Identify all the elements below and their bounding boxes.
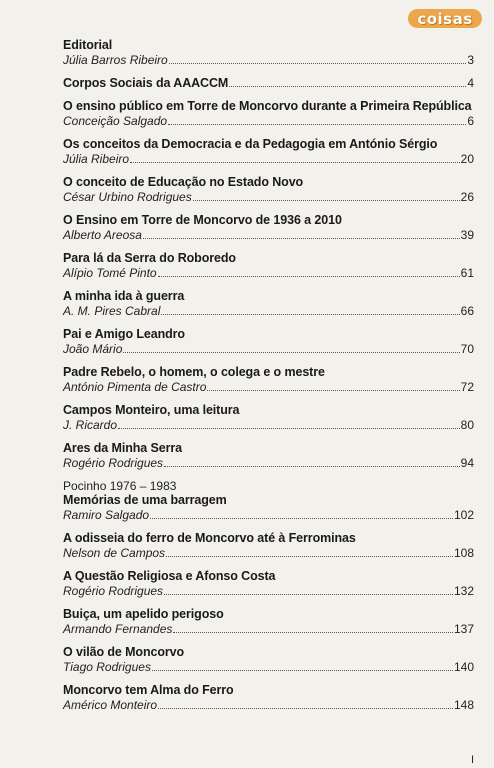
toc-entry-line [63, 228, 474, 243]
toc-entry-page: 72 [460, 380, 474, 394]
toc-entry-title: O Ensino em Torre de Moncorvo de 1936 a 2010 [63, 213, 342, 227]
dot-leader [229, 83, 466, 87]
dot-leader [164, 591, 453, 595]
toc-entry-page: 4 [467, 76, 474, 90]
toc-entry-page: 6 [467, 114, 474, 128]
toc-entry-title: Ares da Minha Serra [63, 441, 182, 455]
toc-entry-title: A minha ida à guerra [63, 289, 185, 303]
toc-entry-title: Memórias de uma barragem [63, 493, 227, 507]
toc-entry-line [63, 508, 474, 523]
toc-entry-line [63, 622, 474, 637]
toc-entry-line [63, 304, 474, 319]
toc-entry-author: Ramiro Salgado [63, 508, 150, 522]
toc-entry-title: Campos Monteiro, uma leitura [63, 403, 240, 417]
toc-entry-page: 26 [460, 190, 474, 204]
toc-entry-page: 137 [453, 622, 474, 636]
toc-entry-line [63, 660, 474, 675]
dot-leader [158, 273, 460, 277]
dot-leader [118, 425, 460, 429]
toc-entry[interactable] [63, 213, 474, 243]
toc-entry-title: A Questão Religiosa e Afonso Costa [63, 569, 276, 583]
toc-entry-author: Rogério Rodrigues [63, 584, 164, 598]
toc-entry-author: Américo Monteiro [63, 698, 158, 712]
toc-entry-author: Armando Fernandes [63, 622, 173, 636]
dot-leader [158, 705, 453, 709]
toc-entry[interactable] [63, 645, 474, 675]
toc-entry-page: 80 [460, 418, 474, 432]
toc-entry-page: 70 [460, 342, 474, 356]
dot-leader [152, 667, 453, 671]
toc-entry-author: João Mário [63, 342, 123, 356]
toc-entry-page: 66 [460, 304, 474, 318]
toc-entry-author: J. Ricardo [63, 418, 118, 432]
toc-entry-title: Buiça, um apelido perigoso [63, 607, 224, 621]
toc-entry[interactable] [63, 327, 474, 357]
toc-entry[interactable] [63, 137, 474, 167]
section-badge [408, 9, 482, 28]
toc-entry-author: Alberto Areosa [63, 228, 142, 242]
toc-entry-title: Moncorvo tem Alma do Ferro [63, 683, 234, 697]
toc-entry-line [63, 342, 474, 357]
dot-leader [193, 197, 460, 201]
toc-entry[interactable] [63, 569, 474, 599]
section-badge-label: coisas [417, 9, 473, 28]
dot-leader [173, 629, 453, 633]
toc-entry-page: 102 [453, 508, 474, 522]
toc-entry-author: Alípio Tomé Pinto [63, 266, 157, 280]
toc-entry-title: Editorial [63, 38, 113, 52]
toc-entry-author: Tiago Rodrigues [63, 660, 151, 674]
toc-entry[interactable] [63, 99, 474, 129]
dot-leader [164, 463, 460, 467]
toc-entry-author: Rogério Rodrigues [63, 456, 164, 470]
toc-entry-author: A. M. Pires Cabral [63, 304, 161, 318]
table-of-contents [63, 38, 474, 721]
toc-entry-page: 94 [460, 456, 474, 470]
dot-leader [150, 515, 453, 519]
toc-entry-author: António Pimenta de Castro [63, 380, 207, 394]
toc-entry-line [63, 114, 474, 129]
toc-entry-page: 3 [467, 53, 474, 67]
toc-entry-author: Júlia Ribeiro [63, 152, 130, 166]
toc-entry[interactable] [63, 289, 474, 319]
toc-entry-line [63, 418, 474, 433]
toc-entry-line [63, 456, 474, 471]
dot-leader [161, 311, 459, 315]
toc-entry-author: Conceição Salgado [63, 114, 168, 128]
toc-entry-line [63, 584, 474, 599]
toc-entry-line [63, 266, 474, 281]
dot-leader [143, 235, 460, 239]
dot-leader [168, 121, 466, 125]
toc-entry-title: Os conceitos da Democracia e da Pedagogia em António Sérgio [63, 137, 438, 151]
toc-entry-title: A odisseia do ferro de Moncorvo até à Ferrominas [63, 531, 356, 545]
toc-entry-page: 132 [453, 584, 474, 598]
dot-leader [169, 60, 467, 64]
toc-entry[interactable] [63, 365, 474, 395]
toc-entry[interactable] [63, 441, 474, 471]
toc-entry[interactable] [63, 251, 474, 281]
toc-entry-line [63, 698, 474, 713]
toc-entry[interactable] [63, 607, 474, 637]
toc-entry-title: O conceito de Educação no Estado Novo [63, 175, 304, 189]
toc-entry-page: 140 [453, 660, 474, 674]
page-number: I [470, 754, 474, 766]
dot-leader [123, 349, 459, 353]
toc-entry-author: Júlia Barros Ribeiro [63, 53, 168, 67]
toc-entry[interactable] [63, 479, 474, 523]
toc-entry[interactable] [63, 175, 474, 205]
toc-entry-title: Para lá da Serra do Roboredo [63, 251, 236, 265]
dot-leader [166, 553, 453, 557]
toc-entry-page: 148 [453, 698, 474, 712]
toc-entry[interactable] [63, 403, 474, 433]
toc-entry-page: 39 [460, 228, 474, 242]
toc-entry-line [63, 152, 474, 167]
toc-entry[interactable] [63, 531, 474, 561]
toc-entry-title: Pai e Amigo Leandro [63, 327, 185, 341]
toc-entry[interactable] [63, 76, 474, 91]
toc-entry-author: César Urbino Rodrigues [63, 190, 192, 204]
toc-entry-line [63, 76, 474, 91]
toc-entry-title: O vilão de Moncorvo [63, 645, 185, 659]
toc-entry-line [63, 190, 474, 205]
toc-entry-line [63, 546, 474, 561]
dot-leader [130, 159, 460, 163]
toc-entry-title: Corpos Sociais da AAACCM [63, 76, 229, 90]
toc-entry[interactable] [63, 38, 474, 68]
dot-leader [207, 387, 459, 391]
toc-entry-line [63, 380, 474, 395]
toc-entry[interactable] [63, 683, 474, 713]
toc-entry-line [63, 53, 474, 68]
toc-entry-pretitle: Pocinho 1976 – 1983 [63, 479, 177, 493]
toc-entry-page: 61 [460, 266, 474, 280]
toc-entry-title: Padre Rebelo, o homem, o colega e o mestre [63, 365, 325, 379]
toc-entry-title: O ensino público em Torre de Moncorvo durante a Primeira República [63, 99, 472, 113]
toc-entry-page: 20 [460, 152, 474, 166]
toc-entry-page: 108 [453, 546, 474, 560]
toc-entry-author: Nelson de Campos [63, 546, 166, 560]
